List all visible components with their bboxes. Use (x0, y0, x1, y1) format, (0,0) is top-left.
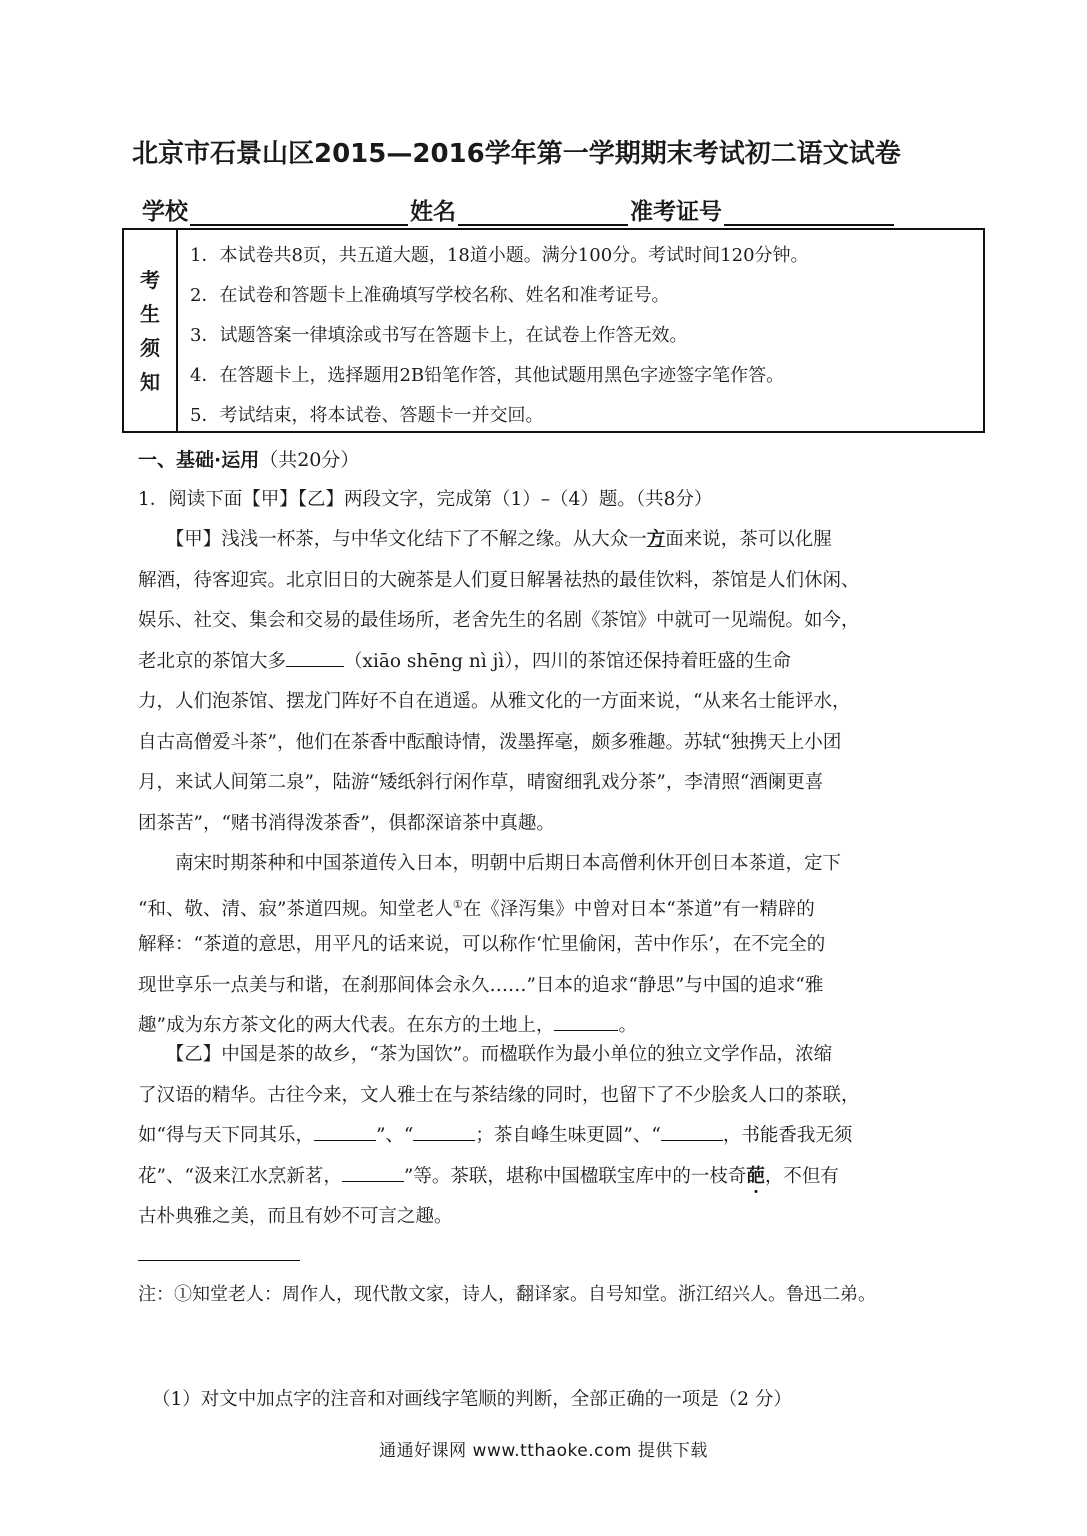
passage-line: 解酒，待客迎宾。北京旧日的大碗茶是人们夏日解暑祛热的最佳饮料，茶馆是人们休闲、 (138, 569, 860, 591)
school-blank[interactable] (190, 200, 408, 226)
text-run: 花”、“汲来江水烹新茗， (138, 1165, 342, 1187)
school-label: 学校 (142, 199, 188, 225)
notice-side-label (124, 230, 178, 431)
text-run: 。 (618, 1015, 637, 1036)
section-heading (138, 445, 359, 472)
exam-number-blank[interactable] (724, 200, 894, 226)
text-run: ，不但有 (764, 1165, 839, 1187)
dotted-char: 葩 (746, 1165, 765, 1187)
passage-line: 了汉语的精华。古往今来，文人雅士在与茶结缘的同时，也留下了不少脍炙人口的茶联， (138, 1084, 860, 1106)
text-run: 如“得与天下同其乐， (138, 1125, 314, 1146)
text-run: ”等。茶联，堪称中国楹联宝库中的一枝奇 (403, 1165, 747, 1187)
text-run: 【甲】浅浅一杯茶，与中华文化结下了不解之缘。从大众一 (175, 529, 647, 550)
passage-line (138, 520, 968, 561)
passage-line: 古朴典雅之美，而且有妙不可言之趣。 (138, 1206, 453, 1227)
text-run: 老北京的茶馆大多 (138, 650, 287, 672)
page-title: 北京市石景山区2015—2016学年第一学期期末考试初二语文试卷 (132, 139, 901, 169)
text-run: “和、敬、清、寂”茶道四规。知堂老人 (138, 898, 453, 920)
section-heading-bold: 一、基础·运用 (138, 449, 260, 471)
text-run: 趣”成为东方茶文化的两大代表。在东方的土地上， (138, 1015, 555, 1036)
answer-blank[interactable] (413, 1126, 475, 1141)
student-info-line (142, 190, 896, 226)
passage-line: 娱乐、社交、集会和交易的最佳场所，老舍先生的名剧《茶馆》中就可一见端倪。如今， (138, 610, 860, 631)
passage-line: 团茶苦”，“赌书消得泼茶香”，俱都深谙茶中真趣。 (138, 812, 555, 834)
text-run: ；茶自峰生味更圆”、“ (475, 1125, 661, 1146)
sub-question-1: （1）对文中加点字的注音和对画线字笔顺的判断，全部正确的一项是（2 分） (152, 1389, 792, 1410)
passage-line (138, 1116, 968, 1157)
question-1-intro: 1．阅读下面【甲】【乙】两段文字，完成第（1）–（4）题。（共8分） (138, 489, 713, 510)
notice-side-char: 知 (140, 369, 160, 394)
notice-item: 3．试题答案一律填涂或书写在答题卡上，在试卷上作答无效。 (190, 325, 688, 346)
notice-items (178, 230, 983, 431)
answer-blank[interactable] (661, 1126, 723, 1141)
text-run: 面来说，茶可以化腥 (665, 529, 832, 550)
name-label: 姓名 (410, 199, 456, 225)
passage-line: 南宋时期茶种和中国茶道传入日本，明朝中后期日本高僧利休开创日本茶道，定下 (138, 853, 842, 874)
answer-blank[interactable] (554, 1016, 618, 1031)
answer-blank[interactable] (314, 1126, 376, 1141)
passage-yi (138, 1035, 968, 1238)
notice-item: 1．本试卷共8页，共五道大题，18道小题。满分100分。考试时间120分钟。 (190, 245, 809, 266)
answer-blank[interactable] (342, 1167, 404, 1182)
passage-line: 解释：“茶道的意思，用平凡的话来说，可以称作‘忙里偷闲，苦中作乐’，在不完全的 (138, 934, 826, 955)
passage-line: 现世享乐一点美与和谐，在刹那间体会永久……”日本的追求“静思”与中国的追求“雅 (138, 974, 824, 996)
passage-line: 月，来试人间第二泉”，陆游“矮纸斜行闲作草，晴窗细乳戏分茶”，李清照“酒阑更喜 (138, 772, 824, 793)
footnote-divider (138, 1260, 300, 1261)
exam-notice-box (122, 228, 985, 433)
text-run: ，书能香我无须 (722, 1125, 853, 1146)
name-blank[interactable] (458, 200, 628, 226)
notice-side-char: 考 (140, 267, 160, 292)
page-footer: 通通好课网 www.tthaoke.com 提供下载 (379, 1441, 708, 1461)
footnote-marker: ① (452, 897, 463, 911)
passage-line: 【乙】中国是茶的故乡，“茶为国饮”。而楹联作为最小单位的独立文学作品，浓缩 (138, 1044, 833, 1065)
text-run: ”、“ (375, 1125, 414, 1146)
passage-line (138, 885, 968, 926)
underlined-char: 方 (646, 529, 666, 550)
passage-jia-part2 (138, 844, 968, 1047)
notice-item: 2．在试卷和答题卡上准确填写学校名称、姓名和准考证号。 (190, 285, 670, 306)
passage-line: 自古高僧爱斗茶”，他们在茶香中酝酿诗情，泼墨挥毫，颇多雅趣。苏轼“独携天上小团 (138, 731, 842, 753)
passage-line (138, 1157, 968, 1198)
notice-side-char: 须 (140, 335, 160, 360)
footnote: 注：①知堂老人：周作人，现代散文家，诗人，翻译家。自号知堂。浙江绍兴人。鲁迅二弟。 (138, 1284, 876, 1305)
text-run: （xiāo shēng nì jì），四川的茶馆还保持着旺盛的生命 (344, 650, 792, 672)
section-heading-score: （共20分） (259, 449, 360, 471)
passage-jia (138, 520, 968, 844)
passage-line: 力，人们泡茶馆、摆龙门阵好不自在逍遥。从雅文化的一方面来说，“从来名士能评水， (138, 691, 851, 712)
text-run: 在《泽泻集》中曾对日本“茶道”有一精辟的 (462, 898, 815, 920)
notice-side-char: 生 (140, 301, 160, 326)
notice-item: 5．考试结束，将本试卷、答题卡一并交回。 (190, 405, 544, 426)
answer-blank[interactable] (286, 652, 344, 667)
passage-line (138, 642, 968, 683)
exam-number-label: 准考证号 (630, 199, 722, 225)
notice-item: 4．在答题卡上，选择题用2B铅笔作答，其他试题用黑色字迹签字笔作答。 (190, 365, 785, 386)
